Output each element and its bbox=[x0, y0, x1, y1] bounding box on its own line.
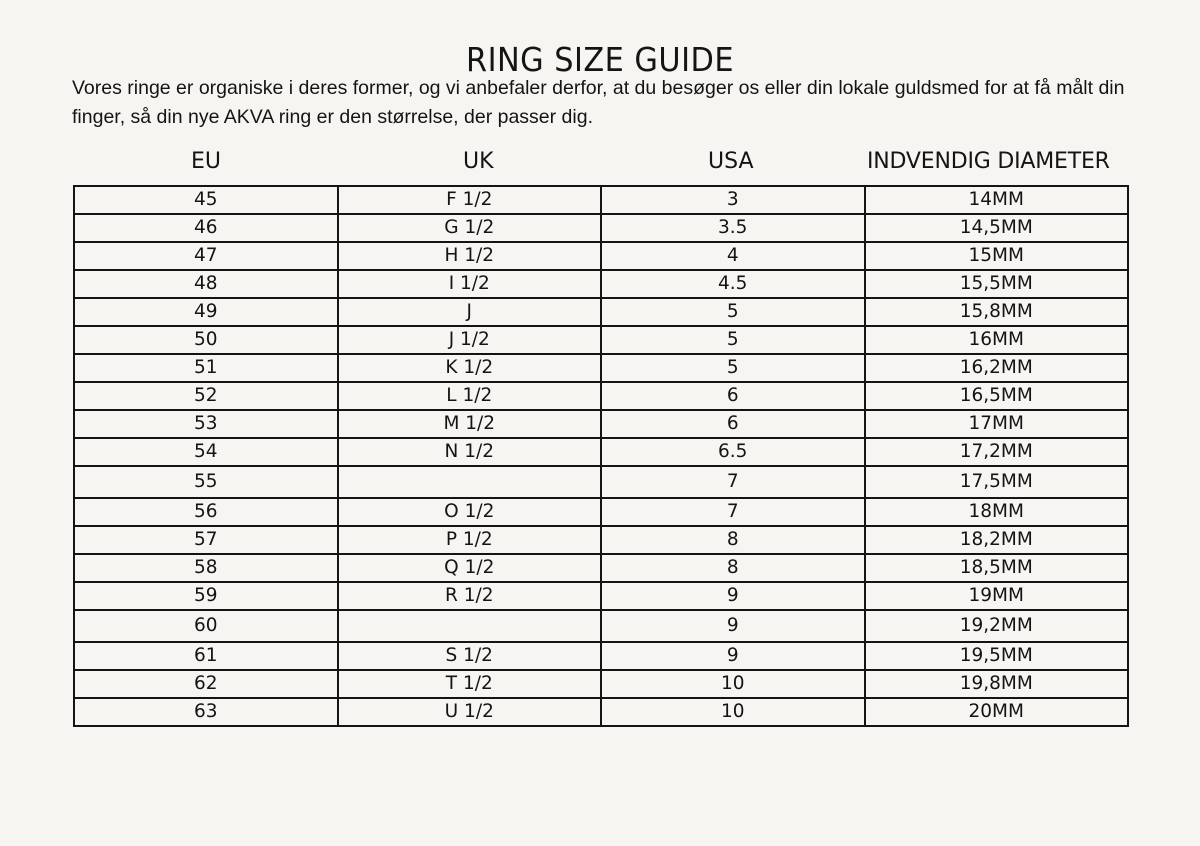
cell-uk: T 1/2 bbox=[338, 670, 602, 698]
cell-eu: 48 bbox=[74, 270, 338, 298]
cell-eu: 61 bbox=[74, 642, 338, 670]
cell-eu: 50 bbox=[74, 326, 338, 354]
table-row bbox=[74, 466, 1128, 498]
column-headers bbox=[73, 149, 1127, 181]
cell-eu: 58 bbox=[74, 554, 338, 582]
cell-eu: 54 bbox=[74, 438, 338, 466]
cell-usa: 10 bbox=[601, 670, 865, 698]
table-row bbox=[74, 270, 1128, 298]
cell-usa: 6 bbox=[601, 410, 865, 438]
cell-diameter: 16MM bbox=[865, 326, 1129, 354]
cell-diameter: 15,8MM bbox=[865, 298, 1129, 326]
cell-diameter: 15MM bbox=[865, 242, 1129, 270]
cell-uk: N 1/2 bbox=[338, 438, 602, 466]
cell-diameter: 17MM bbox=[865, 410, 1129, 438]
cell-uk bbox=[338, 466, 602, 498]
column-header-eu: EU bbox=[191, 149, 222, 174]
cell-eu: 46 bbox=[74, 214, 338, 242]
cell-diameter: 14MM bbox=[865, 186, 1129, 214]
cell-usa: 6.5 bbox=[601, 438, 865, 466]
cell-uk: I 1/2 bbox=[338, 270, 602, 298]
cell-usa: 7 bbox=[601, 498, 865, 526]
column-header-usa: USA bbox=[708, 149, 754, 174]
cell-eu: 47 bbox=[74, 242, 338, 270]
cell-uk: Q 1/2 bbox=[338, 554, 602, 582]
cell-eu: 56 bbox=[74, 498, 338, 526]
table-row bbox=[74, 354, 1128, 382]
cell-eu: 63 bbox=[74, 698, 338, 726]
table-row bbox=[74, 698, 1128, 726]
table-row bbox=[74, 410, 1128, 438]
cell-uk: S 1/2 bbox=[338, 642, 602, 670]
cell-uk: O 1/2 bbox=[338, 498, 602, 526]
table-row bbox=[74, 582, 1128, 610]
table-row bbox=[74, 214, 1128, 242]
cell-eu: 49 bbox=[74, 298, 338, 326]
cell-usa: 4.5 bbox=[601, 270, 865, 298]
cell-usa: 5 bbox=[601, 298, 865, 326]
page-title: RING SIZE GUIDE bbox=[466, 40, 734, 80]
cell-eu: 52 bbox=[74, 382, 338, 410]
table-row bbox=[74, 326, 1128, 354]
cell-diameter: 18MM bbox=[865, 498, 1129, 526]
cell-diameter: 16,5MM bbox=[865, 382, 1129, 410]
table-row bbox=[74, 670, 1128, 698]
cell-uk: R 1/2 bbox=[338, 582, 602, 610]
cell-usa: 8 bbox=[601, 554, 865, 582]
cell-eu: 55 bbox=[74, 466, 338, 498]
cell-eu: 45 bbox=[74, 186, 338, 214]
table-row bbox=[74, 298, 1128, 326]
ring-size-table bbox=[73, 185, 1129, 727]
cell-diameter: 18,5MM bbox=[865, 554, 1129, 582]
intro-text: Vores ringe er organiske i deres former, og vi anbefaler derfor, at du besøger os eller din lokale guldsmed for at få målt din finger, så din nye AKVA ring er den størrelse, der passer dig. bbox=[72, 77, 1125, 128]
cell-diameter: 15,5MM bbox=[865, 270, 1129, 298]
table-row bbox=[74, 642, 1128, 670]
table-row bbox=[74, 610, 1128, 642]
cell-usa: 10 bbox=[601, 698, 865, 726]
cell-uk: H 1/2 bbox=[338, 242, 602, 270]
cell-usa: 3.5 bbox=[601, 214, 865, 242]
cell-uk: G 1/2 bbox=[338, 214, 602, 242]
cell-uk: J 1/2 bbox=[338, 326, 602, 354]
cell-eu: 60 bbox=[74, 610, 338, 642]
cell-diameter: 17,5MM bbox=[865, 466, 1129, 498]
column-header-uk: UK bbox=[463, 149, 494, 174]
cell-diameter: 19,5MM bbox=[865, 642, 1129, 670]
cell-diameter: 17,2MM bbox=[865, 438, 1129, 466]
cell-usa: 9 bbox=[601, 582, 865, 610]
cell-uk: L 1/2 bbox=[338, 382, 602, 410]
cell-usa: 5 bbox=[601, 354, 865, 382]
cell-usa: 9 bbox=[601, 642, 865, 670]
cell-usa: 6 bbox=[601, 382, 865, 410]
cell-eu: 51 bbox=[74, 354, 338, 382]
cell-uk: P 1/2 bbox=[338, 526, 602, 554]
cell-usa: 5 bbox=[601, 326, 865, 354]
table-row bbox=[74, 526, 1128, 554]
cell-diameter: 16,2MM bbox=[865, 354, 1129, 382]
cell-usa: 7 bbox=[601, 466, 865, 498]
cell-usa: 4 bbox=[601, 242, 865, 270]
cell-usa: 8 bbox=[601, 526, 865, 554]
cell-diameter: 18,2MM bbox=[865, 526, 1129, 554]
cell-diameter: 14,5MM bbox=[865, 214, 1129, 242]
table-row bbox=[74, 382, 1128, 410]
cell-uk bbox=[338, 610, 602, 642]
cell-uk: U 1/2 bbox=[338, 698, 602, 726]
table-row bbox=[74, 186, 1128, 214]
cell-eu: 57 bbox=[74, 526, 338, 554]
table-row bbox=[74, 438, 1128, 466]
cell-uk: M 1/2 bbox=[338, 410, 602, 438]
table-row bbox=[74, 242, 1128, 270]
table-row bbox=[74, 498, 1128, 526]
cell-eu: 59 bbox=[74, 582, 338, 610]
cell-usa: 3 bbox=[601, 186, 865, 214]
cell-uk: K 1/2 bbox=[338, 354, 602, 382]
cell-eu: 62 bbox=[74, 670, 338, 698]
cell-uk: F 1/2 bbox=[338, 186, 602, 214]
cell-diameter: 19MM bbox=[865, 582, 1129, 610]
cell-diameter: 19,2MM bbox=[865, 610, 1129, 642]
cell-usa: 9 bbox=[601, 610, 865, 642]
cell-uk: J bbox=[338, 298, 602, 326]
table-row bbox=[74, 554, 1128, 582]
column-header-diameter: INDVENDIG DIAMETER bbox=[867, 149, 1110, 174]
cell-diameter: 20MM bbox=[865, 698, 1129, 726]
table-body bbox=[74, 186, 1128, 726]
cell-eu: 53 bbox=[74, 410, 338, 438]
cell-diameter: 19,8MM bbox=[865, 670, 1129, 698]
